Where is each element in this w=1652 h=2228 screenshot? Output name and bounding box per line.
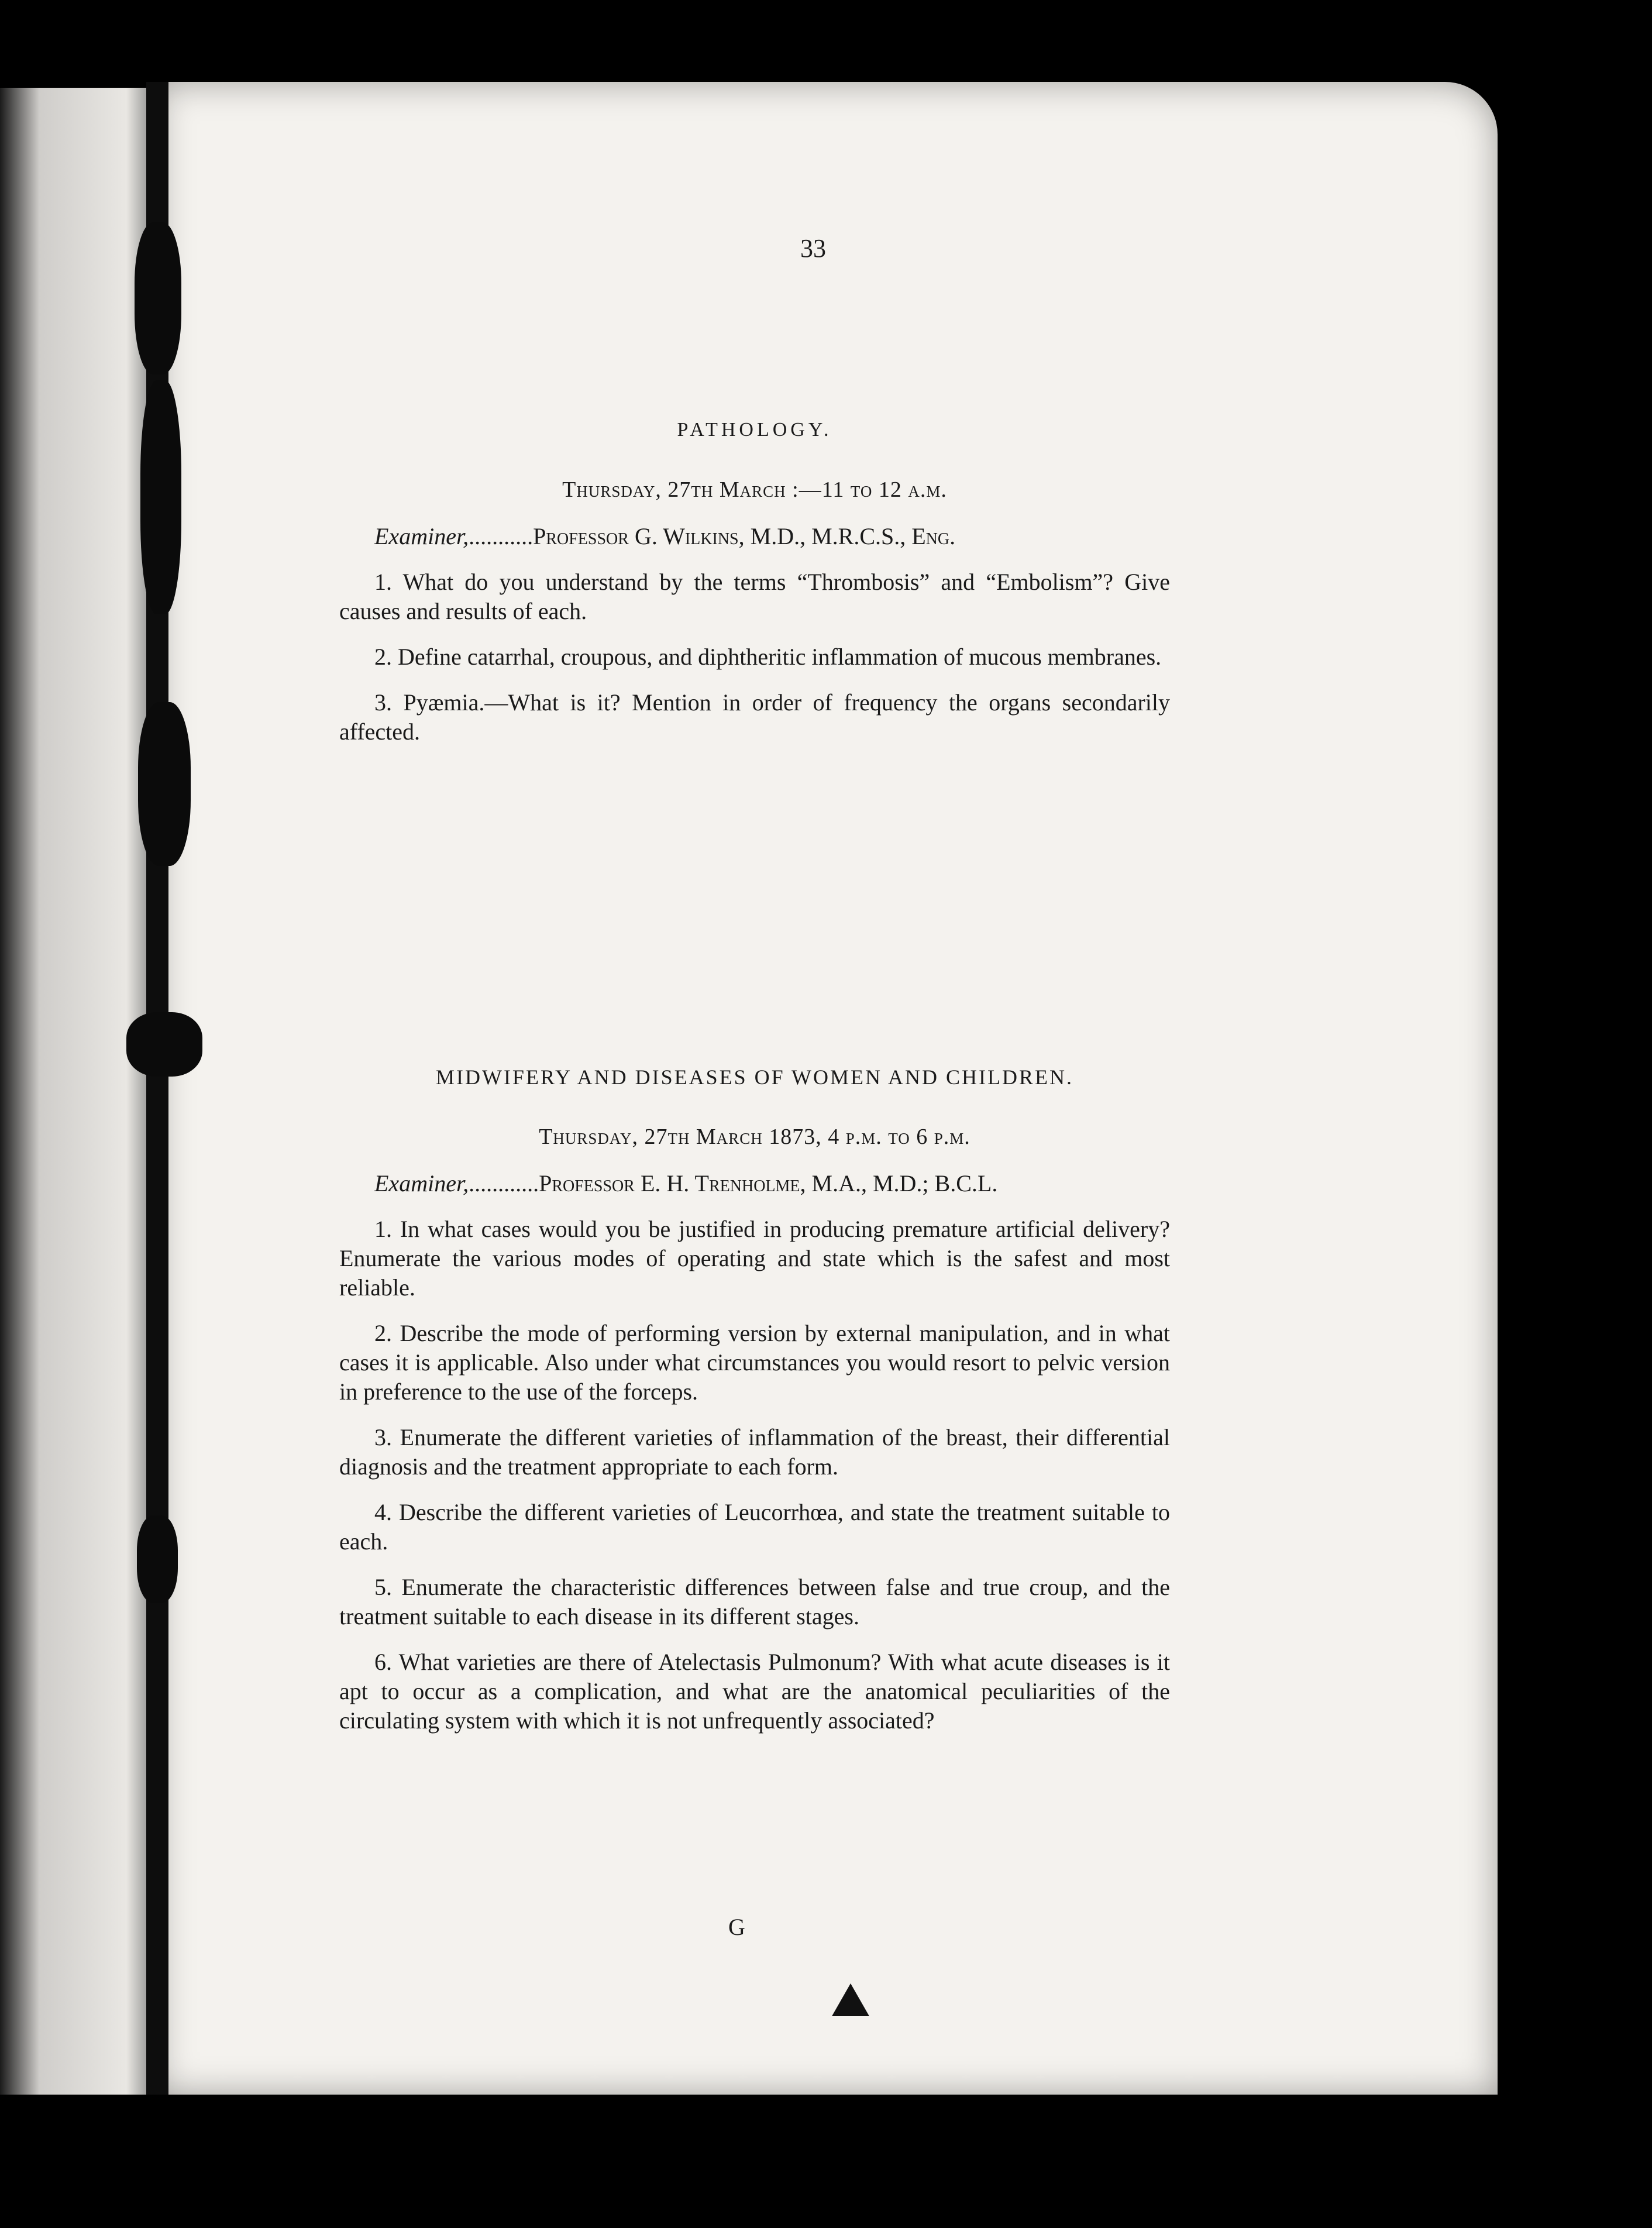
section-title: PATHOLOGY. bbox=[677, 419, 832, 441]
pathology-section bbox=[339, 415, 1170, 747]
examiner-label: Examiner, bbox=[374, 1170, 469, 1196]
examiner-label: Examiner, bbox=[374, 523, 469, 549]
question-text: 3. Pyæmia.—What is it? Mention in order of frequency the organs secondarily affected. bbox=[339, 689, 1170, 745]
binding-tear bbox=[140, 380, 181, 614]
page-content bbox=[339, 234, 1170, 1735]
ink-blot bbox=[832, 1983, 869, 2016]
binding-tear bbox=[135, 222, 181, 374]
question bbox=[339, 1648, 1170, 1735]
question-text: 4. Describe the different varieties of Leucorrhœa, and state the treatment suitable to each. bbox=[339, 1499, 1170, 1555]
examiner-dots: ............ bbox=[469, 1170, 539, 1196]
binding-tear bbox=[126, 1012, 202, 1077]
examiner-name: Professor E. H. Trenholme, M.A., M.D.; B.C.L. bbox=[539, 1170, 998, 1196]
question bbox=[339, 1215, 1170, 1302]
question-text: 1. In what cases would you be justified in producing premature artificial delivery? Enumerate the various modes of operating and state which is the safest and most reliable. bbox=[339, 1216, 1170, 1301]
exam-date: Thursday, 27th March :—11 to 12 a.m. bbox=[562, 477, 947, 502]
question bbox=[339, 568, 1170, 626]
question bbox=[339, 1319, 1170, 1407]
question-text: 2. Describe the mode of performing version by external manipulation, and in what cases it is applicable. Also under what circumstances you would resort to pelvic version in preference to the use of the forceps. bbox=[339, 1320, 1170, 1405]
question-text: 3. Enumerate the different varieties of inflammation of the breast, their differential diagnosis and the treatment appropriate to each form. bbox=[339, 1424, 1170, 1480]
question bbox=[339, 642, 1170, 672]
examiner-name: Professor G. Wilkins, M.D., M.R.C.S., Eng. bbox=[533, 523, 956, 549]
question-text: 6. What varieties are there of Atelectasis Pulmonum? With what acute diseases is it apt to occur as a complication, and what are the anatomical peculiarities of the circulating system with which it is not unfrequently associated? bbox=[339, 1649, 1170, 1734]
footer-mark: G bbox=[728, 1914, 745, 1940]
section-title: MIDWIFERY AND DISEASES OF WOMEN AND CHILDREN. bbox=[435, 1065, 1074, 1089]
midwifery-section bbox=[339, 1063, 1170, 1735]
facing-page-edge bbox=[0, 88, 158, 2095]
question bbox=[339, 1498, 1170, 1556]
examiner-line bbox=[339, 1169, 1170, 1198]
question bbox=[339, 688, 1170, 747]
question-text: 1. What do you understand by the terms “Thrombosis” and “Embolism”? Give causes and results of each. bbox=[339, 569, 1170, 624]
question-text: 5. Enumerate the characteristic differences between false and true croup, and the treatment suitable to each disease in its different stages. bbox=[339, 1574, 1170, 1629]
question bbox=[339, 1423, 1170, 1481]
question bbox=[339, 1573, 1170, 1631]
binding-tear bbox=[138, 702, 191, 866]
page-number: 33 bbox=[800, 234, 826, 263]
examiner-line bbox=[339, 522, 1170, 551]
exam-date: Thursday, 27th March 1873, 4 p.m. to 6 p.m. bbox=[539, 1125, 970, 1149]
examiner-dots: ........... bbox=[469, 523, 534, 549]
binding-tear bbox=[137, 1515, 178, 1603]
question-text: 2. Define catarrhal, croupous, and diphtheritic inflammation of mucous membranes. bbox=[374, 644, 1162, 670]
